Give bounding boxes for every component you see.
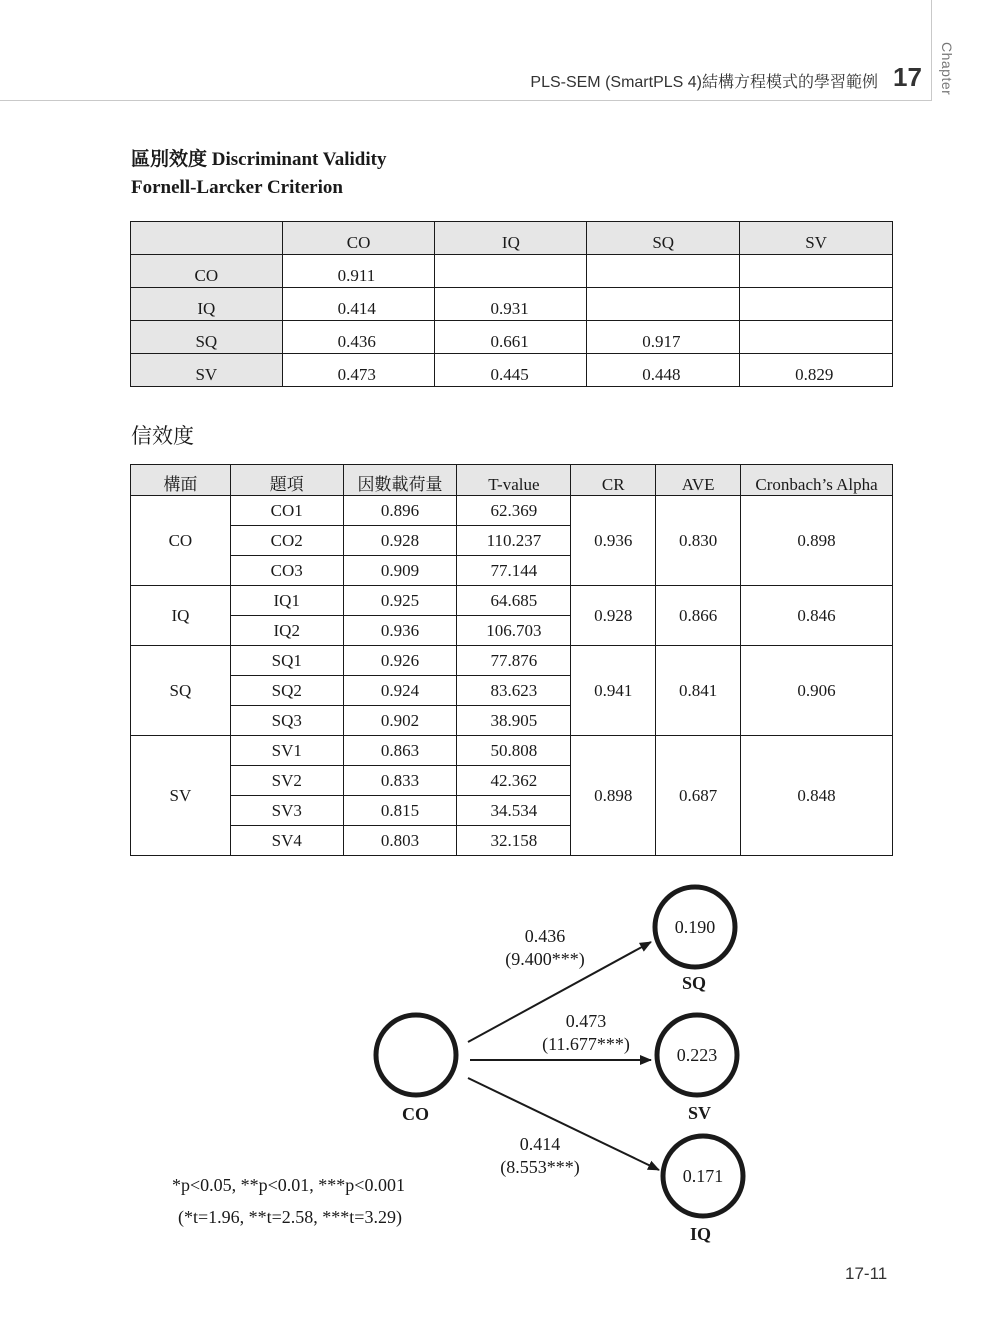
section-subtitle-fornell-larcker: Fornell-Larcker Criterion (131, 177, 343, 198)
row-header: SQ (131, 321, 283, 354)
tvalue-cell: 32.158 (457, 826, 571, 856)
ave-cell: 0.841 (656, 646, 741, 736)
table-cell: 0.917 (587, 321, 740, 354)
iq-r2-value: 0.171 (682, 1166, 724, 1186)
chapter-number: 17 (893, 62, 922, 92)
column-header: 構面 (131, 465, 231, 496)
row-header: CO (131, 255, 283, 288)
running-header-title: PLS-SEM (SmartPLS 4)結構方程模式的學習範例 (530, 74, 878, 91)
sq-node-label: SQ (682, 973, 707, 993)
row-header: SV (131, 354, 283, 387)
tvalue-cell: 62.369 (457, 496, 571, 526)
column-header: CO (282, 222, 435, 255)
section-title-discriminant-validity: 區別效度 Discriminant Validity (131, 149, 387, 170)
alpha-cell: 0.898 (741, 496, 893, 586)
path-t-co-sv: (11.677***) (542, 1034, 630, 1054)
column-header: T-value (457, 465, 571, 496)
column-header: Cronbach’s Alpha (741, 465, 893, 496)
item-cell: SQ3 (230, 706, 343, 736)
loading-cell: 0.909 (343, 556, 457, 586)
alpha-cell: 0.848 (741, 736, 893, 856)
item-cell: SV1 (230, 736, 343, 766)
tvalue-cell: 42.362 (457, 766, 571, 796)
table-cell: 0.414 (282, 288, 435, 321)
tvalue-cell: 77.876 (457, 646, 571, 676)
column-header: 題項 (230, 465, 343, 496)
iq-node-label: IQ (690, 1224, 712, 1244)
alpha-cell: 0.846 (741, 586, 893, 646)
item-cell: IQ1 (230, 586, 343, 616)
loading-cell: 0.863 (343, 736, 457, 766)
item-cell: SQ2 (230, 676, 343, 706)
co-node-label: CO (402, 1104, 429, 1124)
item-cell: SV3 (230, 796, 343, 826)
table-cell: 0.445 (435, 354, 587, 387)
page-number: 17-11 (845, 1264, 888, 1283)
loading-cell: 0.902 (343, 706, 457, 736)
table-cell: 0.661 (435, 321, 587, 354)
item-cell: CO3 (230, 556, 343, 586)
item-cell: SQ1 (230, 646, 343, 676)
cr-cell: 0.936 (571, 496, 656, 586)
cr-cell: 0.898 (571, 736, 656, 856)
table-cell: 0.911 (282, 255, 435, 288)
path-t-co-iq: (8.553***) (500, 1157, 580, 1177)
sv-node-label: SV (688, 1103, 712, 1123)
column-header: CR (571, 465, 656, 496)
loading-cell: 0.833 (343, 766, 457, 796)
path-coef-co-sv: 0.473 (565, 1011, 607, 1031)
table-cell: 0.829 (740, 354, 893, 387)
sq-r2-value: 0.190 (674, 917, 716, 937)
alpha-cell: 0.906 (741, 646, 893, 736)
loading-cell: 0.924 (343, 676, 457, 706)
path-coef-co-iq: 0.414 (519, 1134, 561, 1154)
loading-cell: 0.928 (343, 526, 457, 556)
loading-cell: 0.896 (343, 496, 457, 526)
row-header: IQ (131, 288, 283, 321)
significance-note-p: *p<0.05, **p<0.01, ***p<0.001 (172, 1175, 405, 1195)
tvalue-cell: 38.905 (457, 706, 571, 736)
ave-cell: 0.866 (656, 586, 741, 646)
table-cell: 0.448 (587, 354, 740, 387)
ave-cell: 0.830 (656, 496, 741, 586)
section-title-reliability-validity: 信效度 (131, 424, 194, 448)
construct-cell: CO (131, 496, 231, 586)
co-node-circle (376, 1015, 456, 1095)
chapter-label: Chapter (939, 42, 955, 96)
significance-note-t: (*t=1.96, **t=2.58, ***t=3.29) (178, 1207, 402, 1227)
tvalue-cell: 50.808 (457, 736, 571, 766)
tvalue-cell: 64.685 (457, 586, 571, 616)
column-header: SQ (587, 222, 740, 255)
construct-cell: SQ (131, 646, 231, 736)
construct-cell: SV (131, 736, 231, 856)
loading-cell: 0.803 (343, 826, 457, 856)
column-header: 因數載荷量 (343, 465, 457, 496)
table-cell: 0.436 (282, 321, 435, 354)
table-cell: 0.931 (435, 288, 587, 321)
construct-cell: IQ (131, 586, 231, 646)
column-header: SV (740, 222, 893, 255)
ave-cell: 0.687 (656, 736, 741, 856)
cr-cell: 0.941 (571, 646, 656, 736)
tvalue-cell: 34.534 (457, 796, 571, 826)
table-cell: 0.473 (282, 354, 435, 387)
column-header: AVE (656, 465, 741, 496)
loading-cell: 0.936 (343, 616, 457, 646)
tvalue-cell: 110.237 (457, 526, 571, 556)
item-cell: IQ2 (230, 616, 343, 646)
sv-r2-value: 0.223 (676, 1045, 718, 1065)
path-coef-co-sq: 0.436 (524, 926, 566, 946)
path-t-co-sq: (9.400***) (505, 949, 585, 969)
loading-cell: 0.926 (343, 646, 457, 676)
tvalue-cell: 77.144 (457, 556, 571, 586)
loading-cell: 0.815 (343, 796, 457, 826)
item-cell: CO2 (230, 526, 343, 556)
tvalue-cell: 106.703 (457, 616, 571, 646)
loading-cell: 0.925 (343, 586, 457, 616)
column-header: IQ (435, 222, 587, 255)
tvalue-cell: 83.623 (457, 676, 571, 706)
item-cell: SV2 (230, 766, 343, 796)
item-cell: CO1 (230, 496, 343, 526)
cr-cell: 0.928 (571, 586, 656, 646)
item-cell: SV4 (230, 826, 343, 856)
